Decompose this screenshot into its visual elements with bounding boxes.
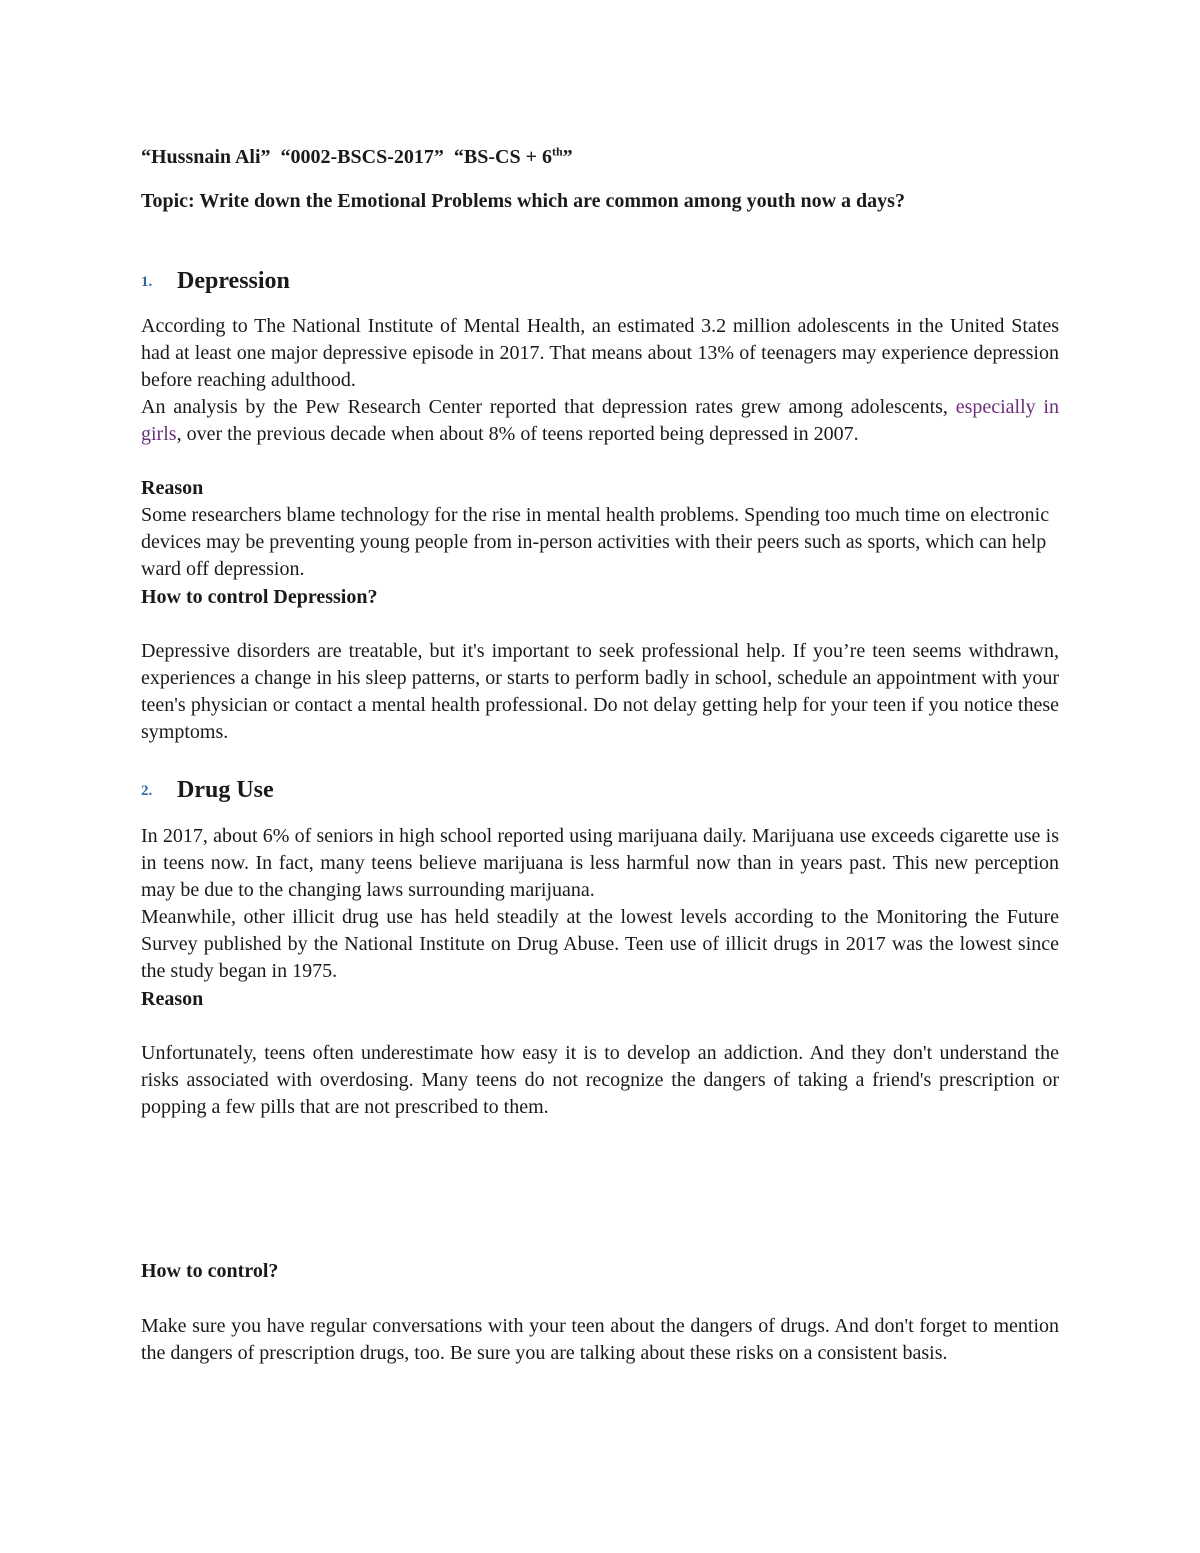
student-name: “Hussnain Ali” bbox=[141, 146, 271, 168]
section-title: Depression bbox=[177, 268, 290, 294]
drug-use-control-label: How to control? bbox=[141, 1260, 279, 1282]
drug-use-reason-text: Unfortunately, teens often underestimate how easy it is to develop an addiction. And they don't understand the risks associated with overdosing. Many teens do not recognize the dangers of taking a friend's prescription or popping a few pills that are not prescribed to them. bbox=[141, 1042, 1059, 1118]
drug-use-reason-label: Reason bbox=[141, 988, 204, 1010]
depression-paragraph-2: An analysis by the Pew Research Center reported that depression rates grew among adolescents, especially in girls, over the previous decade when about 8% of teens reported being depressed in 2007. bbox=[141, 396, 1059, 445]
especially-in-girls-link[interactable]: especially in girls bbox=[141, 396, 1059, 445]
section-heading-drug-use bbox=[141, 775, 1059, 806]
topic-line: Topic: Write down the Emotional Problems which are common among youth now a days? bbox=[141, 190, 905, 212]
depression-control-text: Depressive disorders are treatable, but it's important to seek professional help. If you’re teen seems withdrawn, experiences a change in his sleep patterns, or starts to perform badly in school, schedule an appointment with your teen's physician or contact a mental health professional. Do not delay getting help for your teen if you notice these symptoms. bbox=[141, 640, 1059, 743]
list-number: 2. bbox=[141, 783, 153, 799]
program: “BS-CS + 6th” bbox=[453, 144, 573, 168]
section-heading-depression bbox=[141, 266, 1059, 297]
roll-number: “0002-BSCS-2017” bbox=[280, 146, 444, 168]
drug-use-paragraph-2: Meanwhile, other illicit drug use has held steadily at the lowest levels according to the Monitoring the Future Survey published by the National Institute on Drug Abuse. Teen use of illicit drugs in 2017 was the lowest since the study began in 1975. bbox=[141, 906, 1059, 982]
drug-use-control-text: Make sure you have regular conversations with your teen about the dangers of drugs. And don't forget to mention the dangers of prescription drugs, too. Be sure you are talking about these risks on a consistent basis. bbox=[141, 1315, 1059, 1364]
depression-reason-text: Some researchers blame technology for the rise in mental health problems. Spending too much time on electronic devices may be preventing young people from in-person activities with their peers such as sports, which can help ward off depression. bbox=[141, 504, 1050, 580]
depression-control-label: How to control Depression? bbox=[141, 586, 378, 608]
depression-reason-label: Reason bbox=[141, 477, 204, 499]
drug-use-paragraph-1: In 2017, about 6% of seniors in high school reported using marijuana daily. Marijuana use exceeds cigarette use is in teens now. In fact, many teens believe marijuana is less harmful now than in years past. This new perception may be due to the changing laws surrounding marijuana. bbox=[141, 825, 1059, 901]
section-title: Drug Use bbox=[177, 777, 274, 803]
list-number: 1. bbox=[141, 274, 153, 290]
depression-paragraph-1: According to The National Institute of Mental Health, an estimated 3.2 million adolescents in the United States had at least one major depressive episode in 2017. That means about 13% of teenagers may experience depression before reaching adulthood. bbox=[141, 315, 1059, 391]
student-header bbox=[141, 144, 1059, 171]
